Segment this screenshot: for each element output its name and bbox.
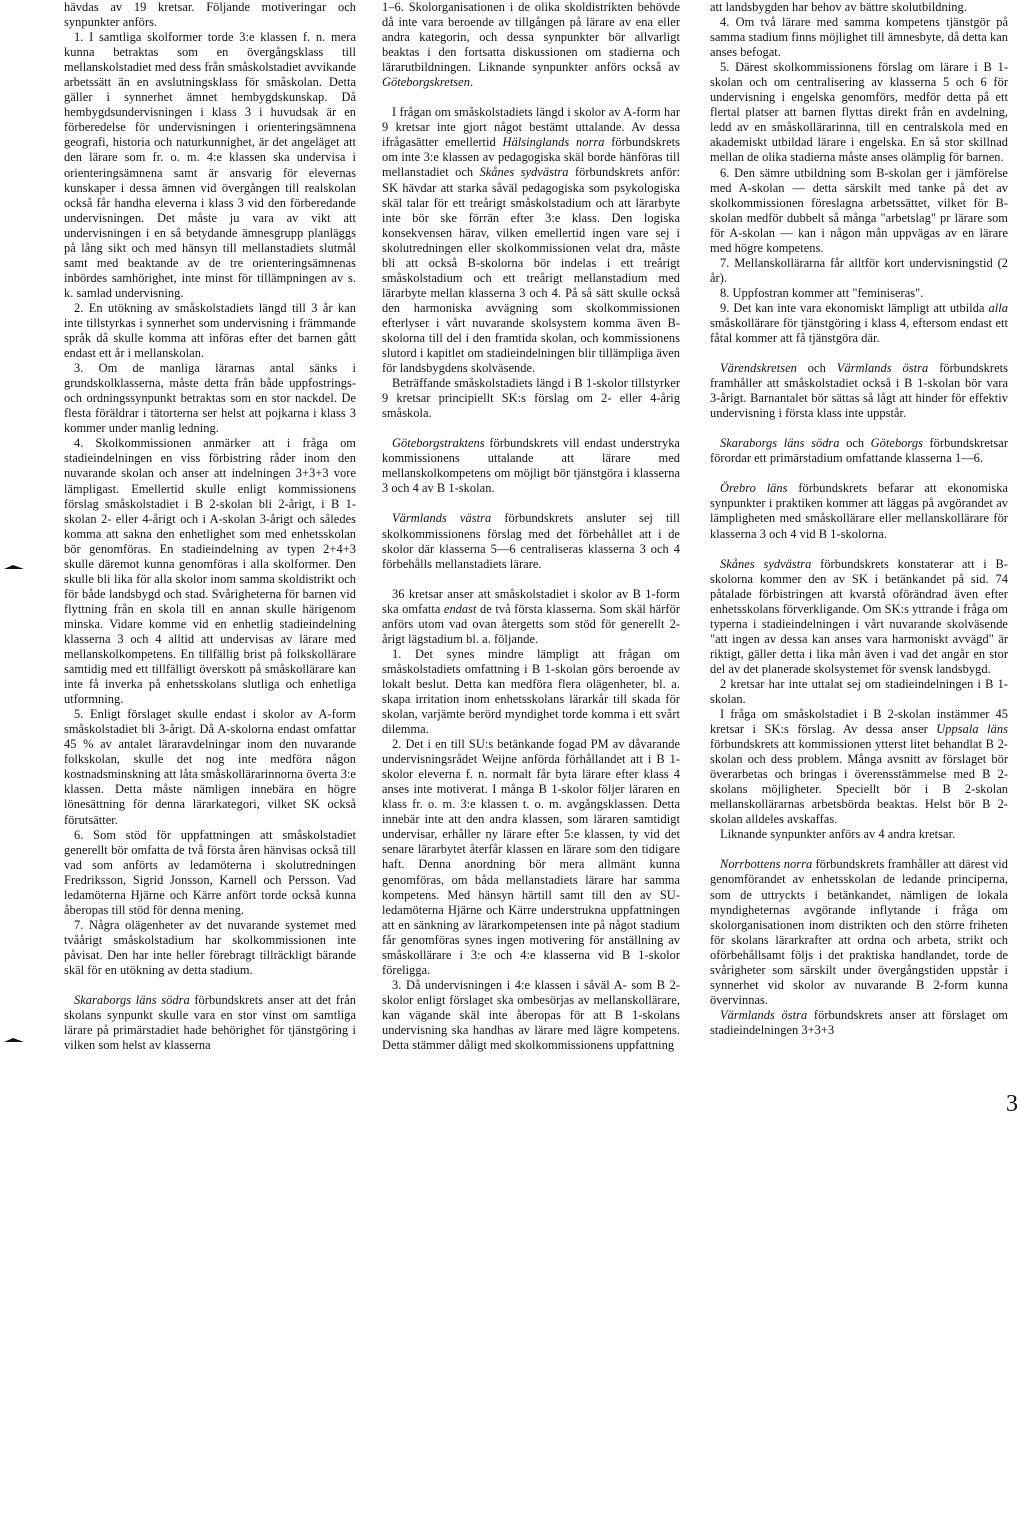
italic-name: Göteborgskretsen <box>382 75 470 90</box>
paragraph: I frågan om småskolstadiets längd i skolor av A-form har 9 kretsar inte gjort något bestämt uttalande. Av dessa ifrågasätter emellertid Hälsinglands norra förbundskrets om inte 3:e klassen av pedagogiska skäl borde hänföras till mellanstadiet och Skånes sydvästra förbundskrets anför: SK hävdar att starka såväl pedagogiska som psykologiska skäl talar för ett treårigt småskolstadium och att lärarbyte inte bör ske förrän efter 3:e klass. Den logiska konsekvensen härav, vilken emellertid ingen vare sej i skolutredningen eller skolkommissionen velat dra, måste bli att också B-skolorna bör indelas i ett treårigt småskolstadium och ett treårigt mellanstadium med lärarbyte mellan klasserna 3 och 4. På så sätt skulle också den harmoniska avvägning som skolkommissionen efterlyser i vårt nuvarande skolsystem komma även B-skolorna till del i den framtida skolan, och kommissionens slutord i kapitlet om stadieindelningen blir tillämpliga även för landsbygdens skolväsende. <box>382 105 680 376</box>
text-column-right <box>710 0 1008 1038</box>
paragraph: I fråga om småskolstadiet i B 2-skolan instämmer 45 kretsar i SK:s förslag. Av dessa anser Uppsala läns förbundskrets att kommissionen ytterst litet behandlat B 2-skolan och dess problem. Många avsnitt av förslaget bör överarbetas och bringas i överensstämmelse med B 2-skolans möjligheter. Speciellt bör i B 2-skolan mellanskollärarnas arbetsbörda beaktas. Helst bör B 2-skolan alldeles avskaffas. <box>710 707 1008 827</box>
text-column-middle <box>382 0 680 1053</box>
paragraph: Skånes sydvästra förbundskrets konstaterar att i B-skolorna kommer den av SK i betänkandet på sid. 74 påtalade förbistringen att kvarstå oförändrad även efter enhetsskolans förverkligande. Om SK:s yttrande i fråga om typerna i stadieindelningen i vårt nuvarande skolväsende "att ingen av dessa kan anses vara harmoniskt avvägd" är riktigt, gäller detta i lika mån även i vad det angår en stor del av det planerade skolsystemet för svensk landsbygd. <box>710 556 1008 676</box>
paragraph: 1–6. Skolorganisationen i de olika skoldistrikten behövde då inte vara beroende av tillgången på lärare av ena eller andra kategorin, och dessa synpunkter bör allvarligt beaktas i den fortsatta diskussionen om stadierna och lärarutbildningen. Liknande synpunkter anförs också av Göteborgskretsen. <box>382 0 680 90</box>
paragraph: 4. Om två lärare med samma kompetens tjänstgör på samma stadium finns möjlighet till ämnesbyte, då detta kan anses befogat. <box>710 15 1008 60</box>
italic-name: Värmlands östra <box>836 361 929 376</box>
text-column-left <box>64 0 356 1053</box>
paragraph: 5. Därest skolkommissionens förslag om lärare i B 1-skolan och om centralisering av klasserna 5 och 6 för undervisning i engelska genomförs, medför detta på ett flertal platser att barnen flyttas direkt från en avdelning, ledd av en småskollärarinna, till en centralskola med en akademiskt utbildad lärare i engelska. En så stor skillnad mellan de olika stadierna måste anses olämplig för barnen. <box>710 60 1008 165</box>
page-number: 3 <box>1006 1091 1018 1117</box>
paragraph: Skaraborgs läns södra förbundskrets anser att det från skolans synpunkt skulle vara en stor vinst om samtliga lärare på primärstadiet hade behörighet för tjänstgöring i vilken som helst av klasserna <box>64 993 356 1053</box>
scan-mark-icon <box>4 1038 24 1043</box>
italic-name: Skånes sydvästra <box>720 556 812 571</box>
paragraph: 6. Som stöd för uppfattningen att småskolstadiet generellt bör omfatta de två första åren hänvisas också till vad som anförts av ledamöterna i skolutredningen Fredriksson, Sigrid Jonsson, Karnell och Persson. Vad ledamöterna Hjärne och Kärre anfört torde också kunna åberopas till stöd för denna mening. <box>64 827 356 917</box>
italic-name: Göteborgstraktens <box>392 436 485 451</box>
paragraph: 8. Uppfostran kommer att "feminiseras". <box>720 285 924 300</box>
italic-name: Göteborgs <box>870 436 923 451</box>
paragraph: hävdas av 19 kretsar. Följande motiveringar och synpunkter anförs. <box>64 0 356 30</box>
italic-name: Norrbottens norra <box>720 857 813 872</box>
italic-name: endast <box>443 601 477 616</box>
italic-name: Örebro läns <box>720 481 788 496</box>
paragraph: Norrbottens norra förbundskrets framhåller att därest vid genomförandet av enhetsskolan de ledande principerna, som de uttryckts i betänkandet, nämligen de lokala myndigheternas avgörande inflytande i fråga om skolorganisationen inom distrikten och den större friheten för skolans lärarkrafter att ordna och arbeta, strikt och oförbehållsamt följs i det praktiska handlandet, torde de svårigheter som särskilt under övergångstiden uppstår i synnerhet vid skolor av nuvarande B 2-form kunna övervinnas. <box>710 857 1008 1007</box>
italic-name: Värendskretsen <box>720 361 797 376</box>
paragraph: 3. Då undervisningen i 4:e klassen i såväl A- som B 2-skolor enligt förslaget ska ombesörjas av mellanskollärare, kan vägande skäl inte åberopas för att B 1-skolans undervisning ska handhas av lärare med lägre kompetens. Detta stämmer dåligt med skolkommissionens uppfattning <box>382 977 680 1053</box>
paragraph: 1. Det synes mindre lämpligt att frågan om småskolstadiets omfattning i B 1-skolan görs beroende av lokalt beslut. Detta kan medföra flera olägenheter, bl. a. skapa irritation inom enhetsskolans lärarkår till skada för skolan, varjämte berörd myndighet torde komma i ett svårt dilemma. <box>382 646 680 737</box>
paragraph: att landsbygden har behov av bättre skolutbildning. <box>710 0 967 14</box>
paragraph: Beträffande småskolstadiets längd i B 1-skolor tillstyrker 9 kretsar principiellt SK:s förslag om 2- eller 4-årig småskola. <box>382 376 680 421</box>
italic-name: alla <box>988 300 1008 315</box>
italic-name: Värmlands östra <box>720 1007 808 1022</box>
paragraph: Värmlands västra förbundskrets ansluter sej till skolkommissionens förslag med det förbehållet att i de skolor där klasserna 5—6 centraliseras klasserna 3 och 4 förbehålls mellanstadiets lärare. <box>382 511 680 571</box>
paragraph: Örebro läns förbundskrets befarar att ekonomiska synpunkter i praktiken kommer att läggas på avgörandet av lämpligheten med småskollärare eller mellanskollärare för klasserna 3 och 4 vid B 1-skolorna. <box>710 481 1008 541</box>
paragraph: Skaraborgs läns södra och Göteborgs förbundskretsar förordar ett primärstadium omfattande klasserna 1—6. <box>710 436 1009 466</box>
paragraph: 4. Skolkommissionen anmärker att i fråga om stadieindelningen en viss förbistring råder inom den nuvarande skolan och anser att indelningen 3+3+3 vore lämpligast. Emellertid skulle enligt kommissionens förslag småskolstadiet i B 2-skolan bli 2-årigt, i B 1-skolan 2- eller 4-årigt och i A-skolan 3-årigt och således komma att sakna den enhetlighet som med enhetsskolan bör genomföras. En stadieindelning av typen 2+4+3 skulle däremot kunna genomföras i alla skolformer. Den skulle bli lika för alla skolor inom samma skoldistrikt och för både landsbygd och stad. Svårigheterna för barnen vid flyttning från en skola till en annan skulle härigenom minska. Vidare komme vid en enhetlig stadieindelning klasserna 3 och 4 alltid att undervisas av lärare med mellanskolkompetens. En tillfällig brist på folkskollärare samtidig med ett tillfälligt överskott på småskollärare kan inte få inverka på enhetsskolans slutliga och enhetliga utformning. <box>64 436 356 707</box>
paragraph: 3. Om de manliga lärarnas antal sänks i grundskolklasserna, måste detta från både uppfostrings- och ordningssynpunkt betraktas som en stor nackdel. De flesta föräldrar i tätorterna ser helst att pojkarna i klass 3 kommer under manlig ledning. <box>64 361 356 436</box>
paragraph: 2 kretsar har inte uttalat sej om stadieindelningen i B 1-skolan. <box>710 676 1008 706</box>
italic-name: Skaraborgs läns södra <box>74 993 190 1008</box>
paragraph: 36 kretsar anser att småskolstadiet i skolor av B 1-form ska omfatta endast de två första klasserna. Som skäl härför anförs utom vad ovan återgetts som stöd för generellt 2-årigt lägstadium bl. a. följande. <box>382 586 681 646</box>
paragraph: 6. Den sämre utbildning som B-skolan ger i jämförelse med A-skolan — detta särskilt med tanke på det av skolkommissionen föreslagna arbetssättet, vilket för B-skolan medför dubbelt så många "arbetslag" pr lärare som för A-skolan — kan i någon mån uppvägas av en lärare med högre kompetens. <box>710 165 1008 255</box>
paragraph: Liknande synpunkter anförs av 4 andra kretsar. <box>720 827 956 842</box>
paragraph: 9. Det kan inte vara ekonomiskt lämpligt att utbilda alla småskollärare för tjänstgöring i klass 4, eftersom endast ett fåtal kommer att få tjänstgöra där. <box>710 300 1008 346</box>
paragraph: 1. I samtliga skolformer torde 3:e klassen f. n. mera kunna betraktas som en övergångsklass till mellanskolstadiet med dess från småskolstadiet avvikande arbetssätt än en avslutningsklass för småskolan. Detta gäller i synnerhet ämnet hembygdskunskap. Då hembygdsundervisningen i klass 3 i huvudsak är en förberedelse för undervisningen i orienteringsämnena geografi, historia och naturkunnighet, är det angeläget att den lärare som fr. o. m. 4:e klassen ska undervisa i orienteringsämnena samt är ansvarig för elevernas kunskaper i dessa ämnen vid övergången till realskolan också får handha eleverna i klass 3 vid den förberedande undervisningen. Det måste ju vara av vikt att undervisningen i en så betydande ämnesgrupp planläggs på lång sikt och med hänsyn till mellanstadiets slutmål samt med beaktande av de tre orienteringsämnenas inbördes samhörighet, inte minst för tillämpningen av s. k. samlad undervisning. <box>64 30 356 300</box>
italic-name: Värmlands västra <box>392 511 492 526</box>
italic-name: Hälsinglands norra <box>502 135 605 150</box>
scan-mark-icon <box>4 565 24 570</box>
italic-name: Uppsala läns <box>936 722 1008 737</box>
paragraph: Värendskretsen och Värmlands östra förbundskrets framhåller att småskolstadiet också i B 1-skolan bör vara 3-årigt. Barnantalet bör sättas så lågt att hinder för effektiv undervisning i första klass inte uppstår. <box>710 361 1008 421</box>
paragraph: Värmlands östra förbundskrets anser att förslaget om stadieindelningen 3+3+3 <box>710 1007 1008 1037</box>
paragraph: Göteborgstraktens förbundskrets vill endast understryka kommissionens uttalande att lärare med mellanskolkompetens om möjligt bör tjänstgöra i klasserna 3 och 4 av B 1-skolan. <box>382 436 680 496</box>
paragraph: 7. Några olägenheter av det nuvarande systemet med tvåårigt småskolstadium har skolkommissionen inte påvisat. Den har inte heller förebragt tillräckligt bärande skäl för en utökning av detta stadium. <box>64 917 356 977</box>
paragraph: 2. En utökning av småskolstadiets längd till 3 år kan inte tillstyrkas i synnerhet som undervisning i främmande språk då skulle komma att införas efter det barnen gått endast ett år i mellanskolan. <box>64 300 356 361</box>
paragraph: 2. Det i en till SU:s betänkande fogad PM av dåvarande undervisningsrådet Weijne anförda förhållandet att i B 1-skolor eleverna f. n. normalt får byta lärare efter klass 4 anses inte motiverat. I många B 1-skolor följer läraren en klass fr. o. m. 3:e klassen t. o. m. avgångsklassen. Detta innebär inte att den andra klassen, som läraren samtidigt undervisar, erhåller ny lärare efter 5:e klassen, ty vid det senare lärarbytet återfår klassen en lärare som den tidigare haft. Denna anordning bör mera allmänt kunna genomföras, om båda mellanstadiets lärare har samma kompetens. Med hänsyn härtill samt till den av SU-ledamöterna Hjärne och Kärre understrukna uppfattningen att en sänkning av lärarkompetensen inte på något stadium får genomföras synes ingen motivering för anställning av småskollärare i 3:e och 4:e klasserna vid B 1-skolor föreligga. <box>382 737 680 977</box>
paragraph: 5. Enligt förslaget skulle endast i skolor av A-form småskolstadiet bli 3-årigt. Då A-skolorna endast omfattar 45 % av antalet läraravdelningar inom den nuvarande folkskolan, skulle det nog inte medföra någon kostnadsminskning att låta småskollärarinnorna överta 3:e klassen. Detta måste nämligen innebära en högre lönesättning för denna lärarkategori, vilket SK också förutsätter. <box>64 707 356 827</box>
italic-name: Skaraborgs läns södra <box>720 436 840 451</box>
italic-name: Skånes sydvästra <box>479 165 569 180</box>
paragraph: 7. Mellanskollärarna får alltför kort undervisningstid (2 år). <box>710 255 1008 285</box>
